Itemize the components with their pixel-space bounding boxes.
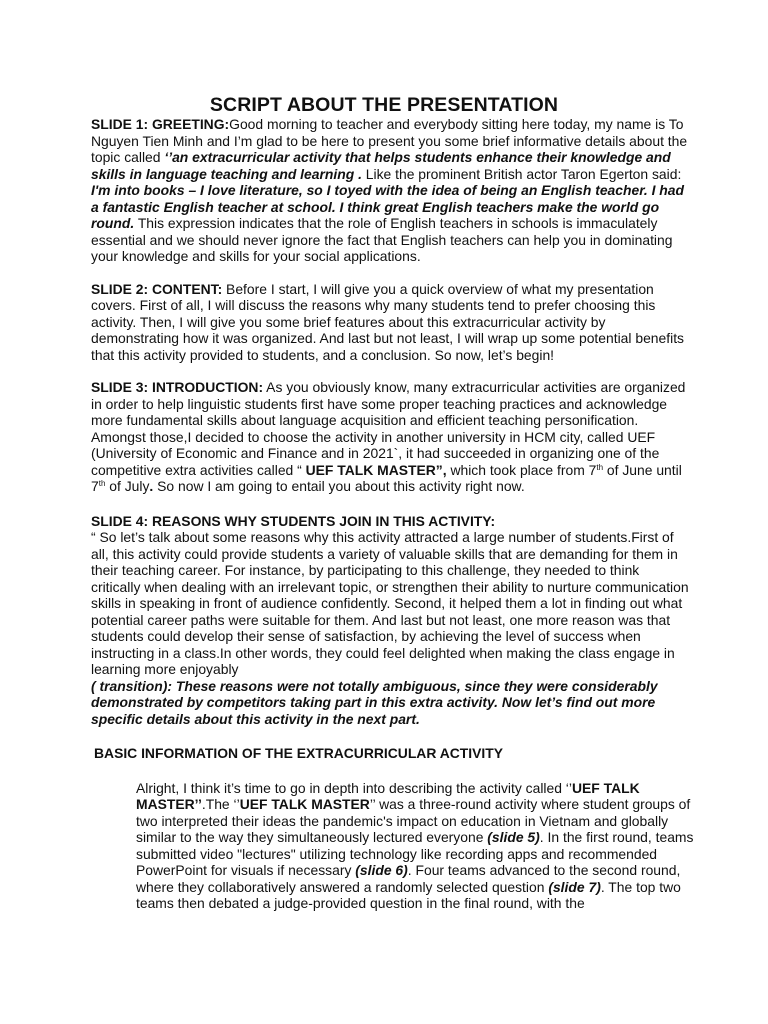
document-body [91, 116, 694, 912]
slide3-period: . [149, 478, 154, 494]
slide2-label: SLIDE 2: CONTENT: [91, 280, 223, 297]
superscript-th: th [98, 479, 106, 488]
slide1-paragraph [91, 116, 691, 265]
slide3-label: SLIDE 3: INTRODUCTION: [91, 379, 264, 395]
basic-text-5: . Four teams advanced to the second round, where they collaboratively answered a randomly selected question [136, 862, 681, 895]
slide-reference: (slide 6) [355, 862, 408, 878]
slide3-paragraph [91, 379, 691, 495]
basic-text-2: .The ‘’ [201, 796, 240, 812]
page-title: SCRIPT ABOUT THE PRESENTATION [209, 94, 559, 116]
slide4-heading: SLIDE 4: REASONS WHY STUDENTS JOIN IN THIS ACTIVITY: [91, 512, 496, 529]
slide2-paragraph [91, 281, 691, 364]
slide1-quote: I'm into books – I love literature, so I toyed with the idea of being an English teacher. I had a fantastic English teacher at school. I think great English teachers make the world go round. [91, 182, 684, 231]
activity-name: UEF TALK MASTER”, [305, 461, 447, 478]
slide3-text-4: of July [105, 478, 150, 494]
paragraph-gap [91, 363, 691, 379]
slide1-text-3: This expression indicates that the role of English teachers in schools is immaculately essential and we should never ignore the fact that English teachers can help you in dominating your knowledge and skills for your social applications. [91, 215, 673, 264]
paragraph-gap [91, 727, 691, 745]
slide3-text-2: which took place from 7 [446, 461, 597, 478]
slide-reference: (slide 5) [487, 829, 540, 845]
slide-reference: (slide 7) [548, 878, 601, 895]
slide3-text-6: So now I am going to entail you about this activity right now. [153, 478, 525, 494]
slide4-paragraph: “ So let’s talk about some reasons why this activity attracted a large number of students.First of all, this activity could provide students a variety of valuable skills that are demanding for them in their teaching career. For instance, by participating to this challenge, they needed to think critically when dealing with an irrelevant topic, or strengthen their ability to nurture communication skills in speaking in front of audience confidently. Second, it helped them a lot in finding out what potential career paths were suitable for them. And last but not least, one more reason was that students could develop their sense of satisfaction, by achieving the level of success when instructing in a class.In other words, they could feel delighted when making the class engage in learning more enjoyably [91, 529, 689, 677]
activity-name: UEF TALK MASTER’’ [136, 779, 640, 812]
slide1-label: SLIDE 1: GREETING: [91, 116, 230, 132]
paragraph-gap [91, 762, 691, 780]
paragraph-gap [91, 495, 691, 513]
basic-info-paragraph [91, 780, 696, 912]
transition-paragraph: ( transition): These reasons were not totally ambiguous, since they were considerably demonstrated by competitors taking part in this extra activity. Now let’s find out more specific details about this activity in the next part. [91, 677, 658, 727]
slide1-text-1: Good morning to teacher and everybody sitting here today, my name is To Nguyen Tien Minh and I’m glad to be here to present you some brief informative details about the topic called [91, 116, 688, 165]
slide3-text-1: As you obviously know, many extracurricular activities are organized in order to help linguistic students first have some proper teaching practices and acknowledge more fundamental skills about language acquisition and efficient teaching personification. Amongst those,I decided to choose the activity in another university in HCM city, called UEF (University of Economic and Finance and in 2021`, it had succeeded in organizing one of the competitive extra activities called “ [91, 379, 686, 478]
basic-text-1: Alright, I think it’s time to go in depth into describing the activity called ‘’ [136, 779, 572, 796]
slide1-topic: ‘’an extracurricular activity that helps students enhance their knowledge and skills in language teaching and learning . [91, 149, 671, 182]
activity-name: UEF TALK MASTER [239, 796, 370, 812]
basic-text-3: ’’ was a three-round activity where student groups of two interpreted their ideas the pandemic's impact on education in Vietnam and globally similar to the way they simultaneously lectured everyone [136, 796, 691, 845]
basic-info-heading: BASIC INFORMATION OF THE EXTRACURRICULAR ACTIVITY [94, 745, 503, 761]
basic-text-6: . The top two teams then debated a judge-provided question in the final round, with the [136, 878, 681, 911]
slide3-text-3: of June until 7 [91, 461, 682, 494]
basic-text-4: . In the first round, teams submitted video "lectures" utilizing technology like recording apps and recommended PowerPoint for visuals if necessary [136, 829, 694, 878]
slide2-text: Before I start, I will give you a quick overview of what my presentation covers. First of all, I will discuss the reasons why many students tend to prefer choosing this activity. Then, I will give you some brief features about this extracurricular activity by demonstrating how it was organized. And last but not least, I will wrap up some potential benefits that this activity provided to students, and a conclusion. So now, let’s begin! [91, 280, 684, 363]
superscript-th: th [596, 462, 604, 472]
slide1-text-2: Like the prominent British actor Taron Egerton said: [361, 165, 682, 182]
paragraph-gap [91, 265, 691, 281]
